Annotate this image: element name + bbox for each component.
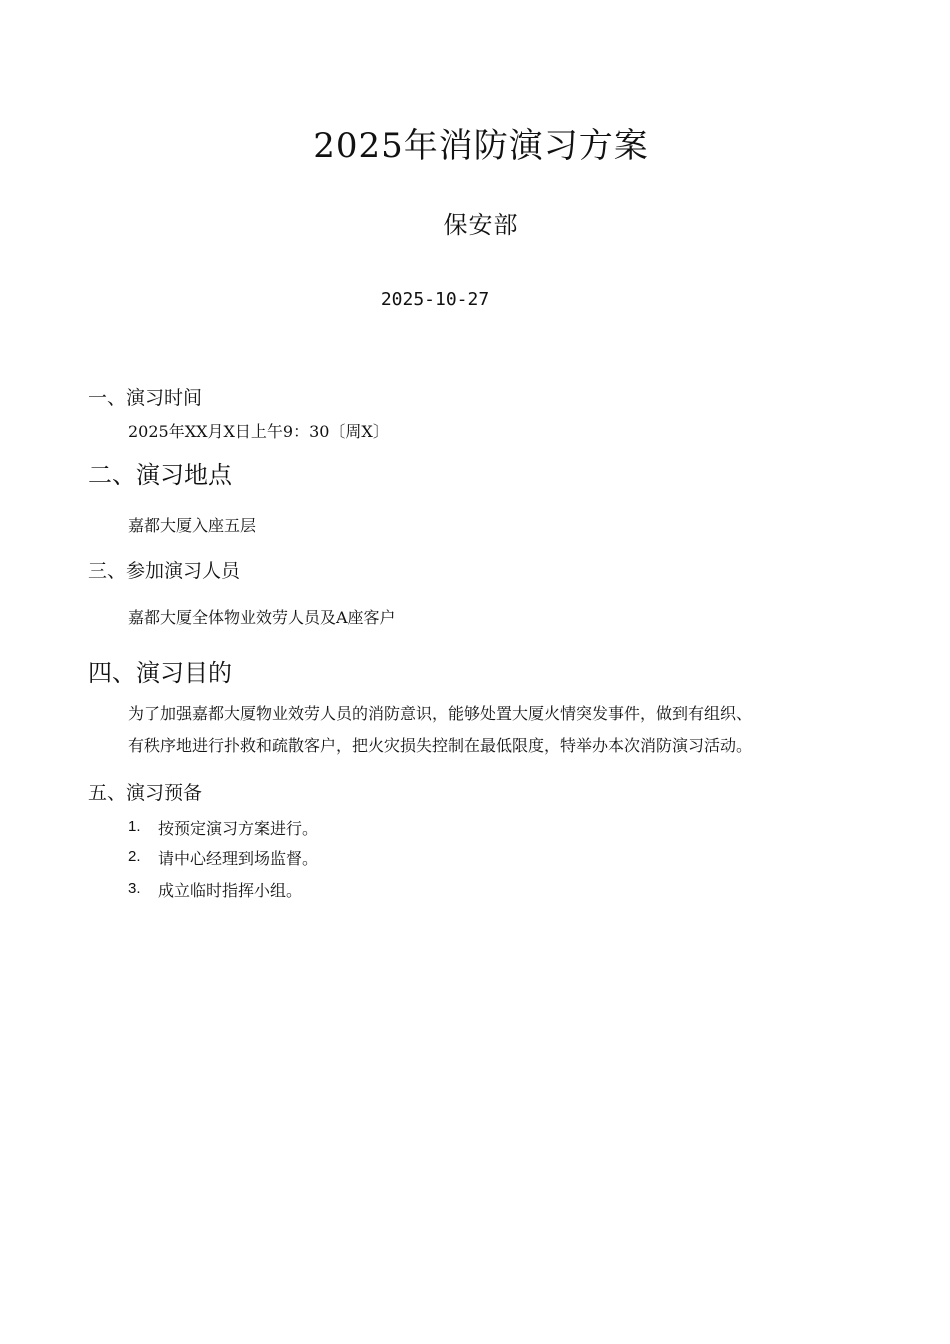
list-item-text: 按预定演习方案进行。: [158, 819, 319, 838]
document-title: 2025年消防演习方案: [313, 126, 649, 166]
list-item-text: 成立临时指挥小组。: [158, 881, 303, 900]
purpose-line-1: 为了加强嘉都大厦物业效劳人员的消防意识，能够处置大厦火情突发事件，做到有组织、: [128, 704, 753, 723]
drill-location-text: 嘉都大厦入座五层: [128, 516, 257, 535]
list-item-text: 请中心经理到场监督。: [158, 849, 319, 868]
section-heading-purpose: 四、演习目的: [88, 659, 232, 687]
section-heading-preparation: 五、演习预备: [88, 782, 203, 804]
section-heading-time: 一、演习时间: [88, 387, 203, 409]
purpose-paragraph: [128, 698, 848, 762]
purpose-line-2: 有秩序地进行扑救和疏散客户，把火灾损失控制在最低限度，特举办本次消防演习活动。: [128, 736, 753, 755]
section-heading-participants: 三、参加演习人员: [88, 560, 241, 582]
participants-text: 嘉都大厦全体物业效劳人员及A座客户: [128, 608, 396, 627]
list-item-number: 2.: [128, 848, 141, 865]
list-item-number: 3.: [128, 880, 141, 897]
department-name: 保安部: [443, 211, 519, 239]
section-heading-location: 二、演习地点: [88, 461, 232, 489]
list-item-number: 1.: [128, 818, 141, 835]
document-date: 2025-10-27: [380, 289, 490, 310]
drill-time-text: 2025年XX月X日上午9：30〔周X〕: [128, 422, 389, 441]
